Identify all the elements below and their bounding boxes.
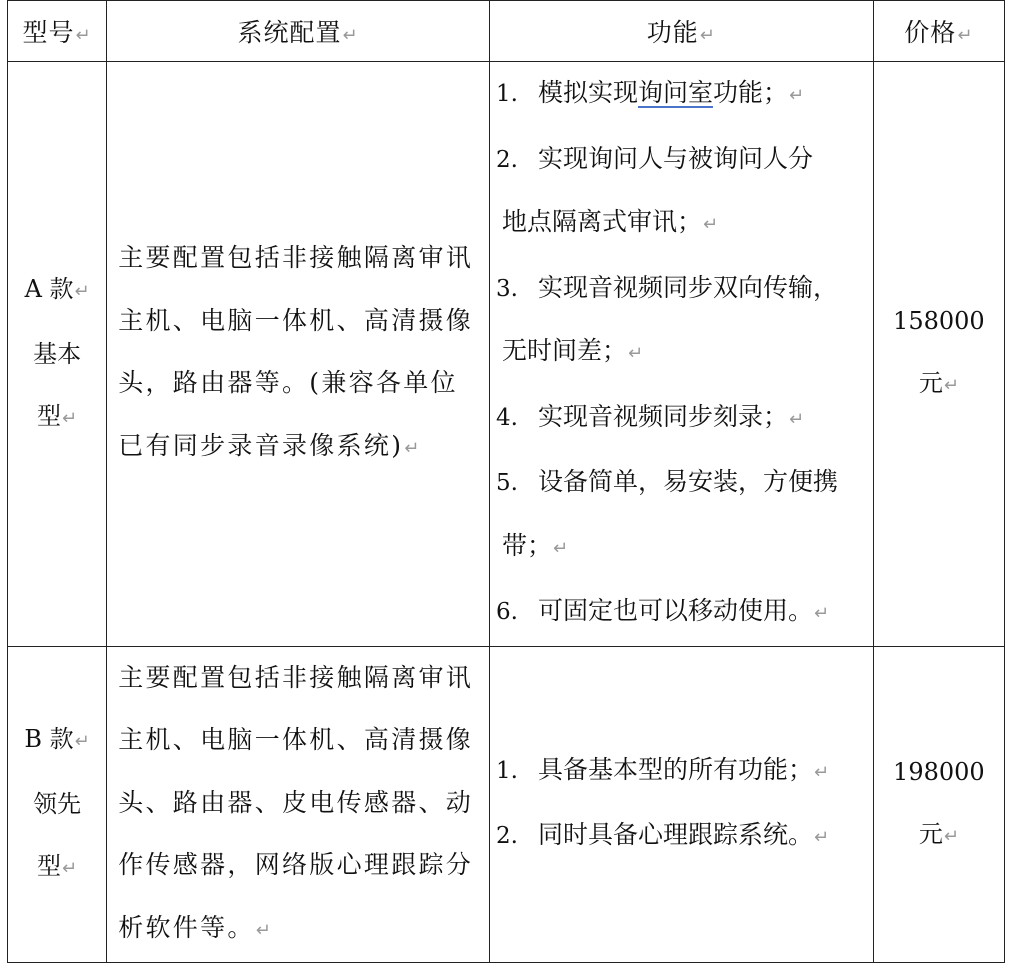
header-price bbox=[873, 1, 1004, 62]
price-cell bbox=[873, 62, 1004, 647]
function-item: 4. 实现音视频同步刻录；↵ bbox=[495, 401, 805, 431]
header-model-label: 型号 bbox=[22, 18, 75, 47]
function-cell bbox=[489, 646, 873, 963]
table-row bbox=[8, 646, 1005, 963]
return-mark-icon: ↵ bbox=[702, 214, 719, 235]
config-cell bbox=[107, 62, 490, 647]
function-item-continuation: 带；↵ bbox=[501, 530, 569, 560]
model-line: 基本 bbox=[33, 339, 82, 368]
header-price-label: 价格 bbox=[904, 18, 957, 47]
price-unit: 元↵ bbox=[918, 369, 959, 398]
table-header-row bbox=[8, 1, 1005, 62]
return-mark-icon: ↵ bbox=[255, 919, 274, 941]
model-line: 型↵ bbox=[37, 401, 78, 430]
header-function-label: 功能 bbox=[646, 18, 699, 47]
function-item: 1. 模拟实现询问室功能；↵ bbox=[495, 78, 805, 107]
header-function bbox=[489, 1, 873, 62]
function-cell bbox=[489, 62, 873, 647]
function-item: 1. 具备基本型的所有功能；↵ bbox=[495, 754, 830, 784]
model-line: 领先 bbox=[33, 790, 82, 819]
return-mark-icon: ↵ bbox=[62, 858, 78, 880]
config-text: 主要配置包括非接触隔离审讯主机、电脑一体机、高清摄像头，路由器等。(兼容各单位已有同步录音录像系统) bbox=[118, 243, 474, 460]
header-config-label: 系统配置 bbox=[237, 18, 342, 47]
return-mark-icon: ↵ bbox=[943, 375, 959, 397]
config-text: 主要配置包括非接触隔离审讯主机、电脑一体机、高清摄像头、路由器、皮电传感器、动作传感器，网络版心理跟踪分析软件等。 bbox=[118, 662, 474, 942]
price-value: 158000 bbox=[893, 307, 985, 336]
function-list bbox=[496, 62, 873, 646]
return-mark-icon: ↵ bbox=[813, 603, 830, 624]
return-mark-icon: ↵ bbox=[74, 731, 90, 753]
return-mark-icon: ↵ bbox=[943, 825, 959, 847]
model-cell bbox=[8, 62, 107, 647]
function-item-continuation: 无时间差；↵ bbox=[501, 336, 644, 365]
header-config bbox=[107, 1, 490, 62]
function-item: 2. 同时具备心理跟踪系统。↵ bbox=[495, 820, 830, 850]
table-row bbox=[8, 62, 1005, 647]
return-mark-icon: ↵ bbox=[813, 827, 830, 849]
price-cell bbox=[873, 646, 1004, 963]
function-item: 3. 实现音视频同步双向传输， bbox=[495, 272, 838, 302]
function-list bbox=[496, 739, 873, 870]
model-cell bbox=[8, 646, 107, 963]
return-mark-icon: ↵ bbox=[699, 25, 716, 46]
function-item: 2. 实现询问人与被询问人分 bbox=[495, 143, 813, 173]
model-line: B 款↵ bbox=[24, 725, 90, 754]
function-item: 6. 可固定也可以移动使用。↵ bbox=[495, 596, 830, 625]
config-cell bbox=[107, 646, 490, 963]
return-mark-icon: ↵ bbox=[627, 343, 644, 364]
product-table bbox=[7, 0, 1005, 963]
header-model bbox=[8, 1, 107, 62]
model-line: 型↵ bbox=[37, 852, 78, 881]
price-unit: 元↵ bbox=[918, 819, 959, 848]
return-mark-icon: ↵ bbox=[75, 25, 92, 46]
return-mark-icon: ↵ bbox=[957, 25, 974, 46]
return-mark-icon: ↵ bbox=[789, 85, 805, 106]
return-mark-icon: ↵ bbox=[404, 437, 422, 459]
return-mark-icon: ↵ bbox=[62, 407, 78, 429]
model-line: A 款↵ bbox=[24, 274, 90, 303]
price-value: 198000 bbox=[893, 757, 985, 786]
return-mark-icon: ↵ bbox=[74, 280, 90, 302]
function-item: 5. 设备简单，易安装，方便携 bbox=[495, 467, 838, 496]
return-mark-icon: ↵ bbox=[342, 25, 359, 46]
return-mark-icon: ↵ bbox=[813, 761, 830, 783]
function-item-continuation: 地点隔离式审讯；↵ bbox=[501, 207, 719, 236]
return-mark-icon: ↵ bbox=[788, 408, 805, 430]
return-mark-icon: ↵ bbox=[552, 537, 569, 559]
